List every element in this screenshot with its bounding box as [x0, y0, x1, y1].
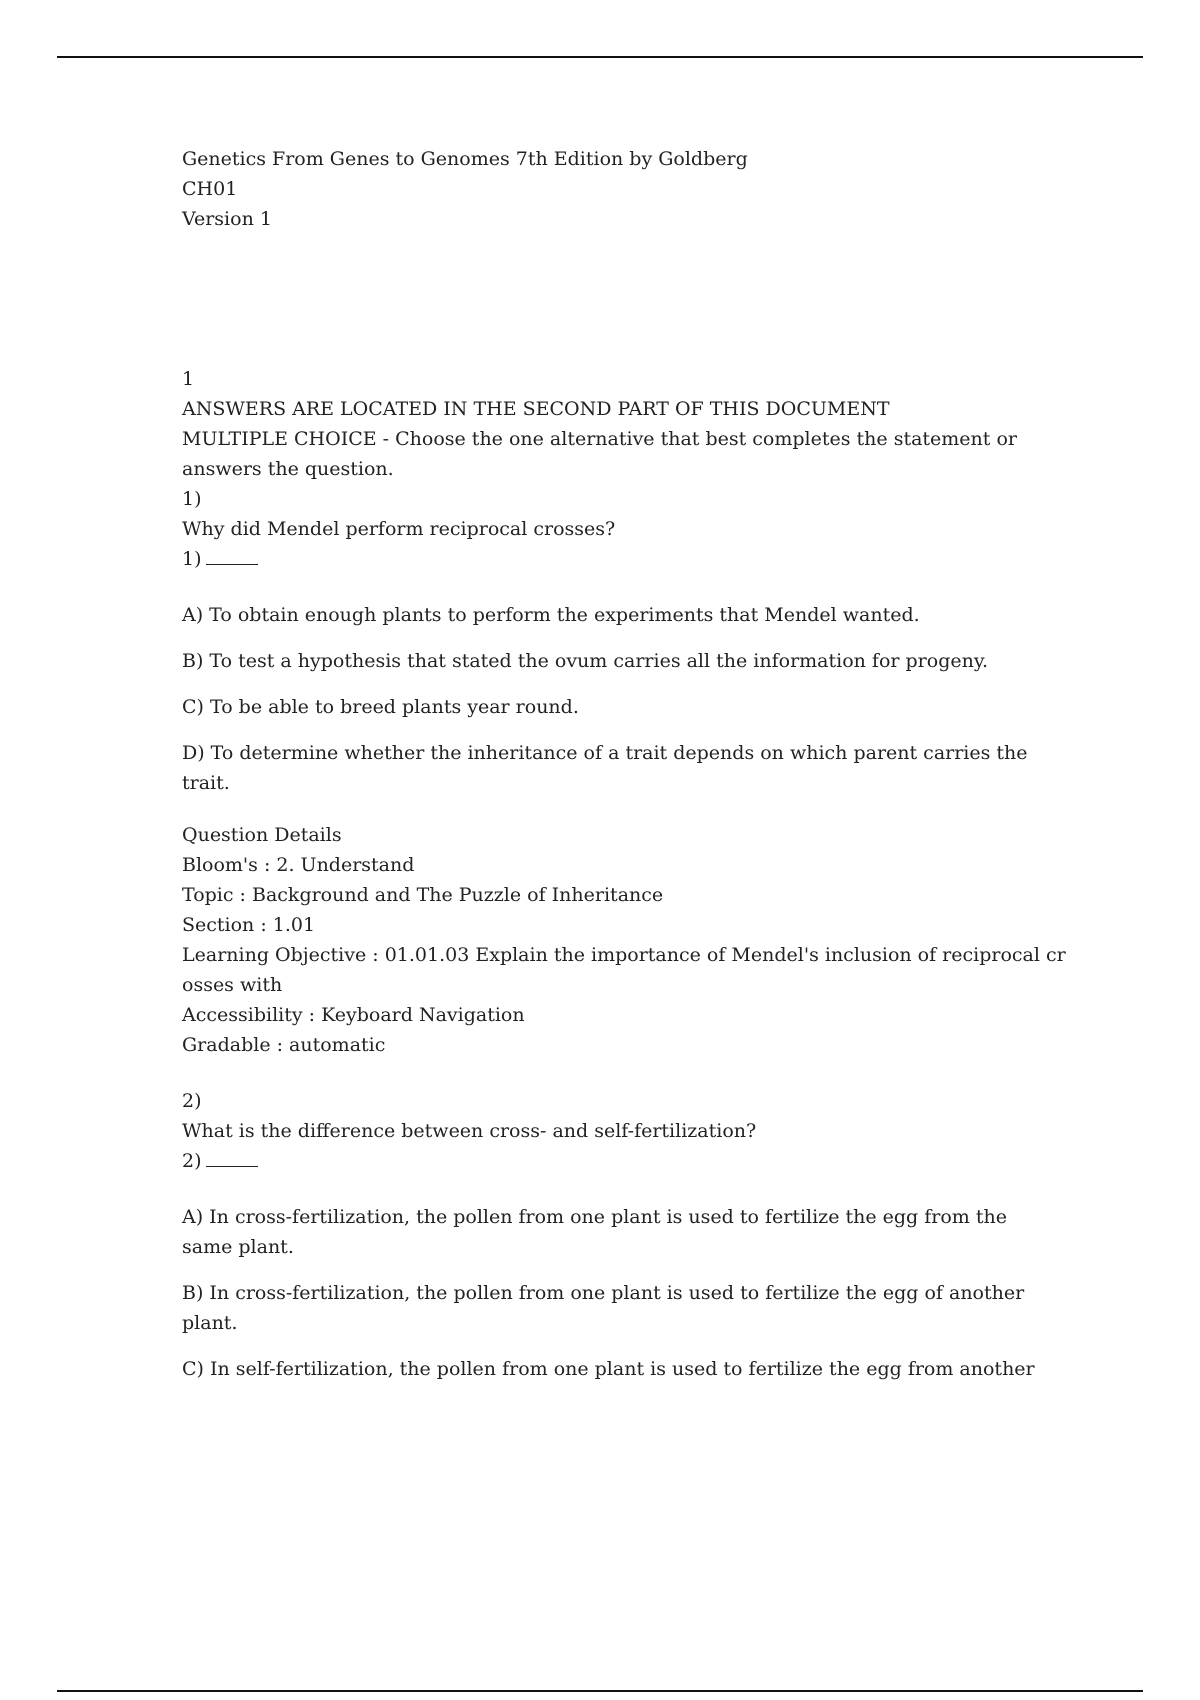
- top-rule: [57, 56, 1143, 58]
- option-a: [182, 600, 1052, 630]
- question-2: [182, 1086, 1052, 1384]
- instructions-line-2: answers the question.: [182, 458, 394, 480]
- question-details: [182, 820, 1066, 1060]
- option-c: [182, 692, 1052, 722]
- details-accessibility: Accessibility : Keyboard Navigation: [182, 1004, 525, 1026]
- chapter-label: CH01: [182, 178, 238, 200]
- option-a: [182, 1202, 1052, 1262]
- option-b-text-2: plant.: [182, 1312, 238, 1334]
- intro-block: [182, 364, 1052, 484]
- answer-line: [206, 1146, 258, 1167]
- option-d: [182, 738, 1052, 798]
- details-gradable: Gradable : automatic: [182, 1034, 386, 1056]
- question-text: What is the difference between cross- and self-fertilization?: [182, 1120, 757, 1142]
- answers-notice: ANSWERS ARE LOCATED IN THE SECOND PART OF THIS DOCUMENT: [182, 398, 890, 420]
- document-title: Genetics From Genes to Genomes 7th Edition by Goldberg: [182, 148, 748, 170]
- option-c: [182, 1354, 1052, 1384]
- details-objective-2: osses with: [182, 974, 283, 996]
- instructions-line-1: MULTIPLE CHOICE - Choose the one alternative that best completes the statement or: [182, 428, 1017, 450]
- document-body: [182, 144, 1066, 1400]
- question-text: Why did Mendel perform reciprocal crosses?: [182, 518, 616, 540]
- option-a-text-1: A) In cross-fertilization, the pollen from one plant is used to fertilize the egg from the: [182, 1206, 1007, 1228]
- answer-line: [206, 544, 258, 565]
- option-b-text-1: B) In cross-fertilization, the pollen from one plant is used to fertilize the egg of another: [182, 1282, 1025, 1304]
- answer-label: 2): [182, 1150, 202, 1172]
- details-blooms: Bloom's : 2. Understand: [182, 854, 415, 876]
- details-topic: Topic : Background and The Puzzle of Inheritance: [182, 884, 664, 906]
- option-d-text-1: D) To determine whether the inheritance of a trait depends on which parent carries the: [182, 742, 1028, 764]
- version-label: Version 1: [182, 208, 272, 230]
- answer-blank: [182, 544, 1052, 574]
- option-b-text: B) To test a hypothesis that stated the ovum carries all the information for progeny.: [182, 650, 989, 672]
- option-b: [182, 1278, 1052, 1338]
- question-number: 2): [182, 1090, 202, 1112]
- answer-label: 1): [182, 548, 202, 570]
- document-header: [182, 144, 1052, 234]
- details-heading: Question Details: [182, 824, 342, 846]
- page-number: 1: [182, 368, 195, 390]
- bottom-rule: [57, 1690, 1143, 1692]
- option-c-text-1: C) In self-fertilization, the pollen from one plant is used to fertilize the egg from another: [182, 1358, 1035, 1380]
- option-b: [182, 646, 1052, 676]
- option-a-text-2: same plant.: [182, 1236, 294, 1258]
- option-c-text: C) To be able to breed plants year round.: [182, 696, 579, 718]
- question-number: 1): [182, 488, 202, 510]
- details-section: Section : 1.01: [182, 914, 316, 936]
- answer-blank: [182, 1146, 1052, 1176]
- option-d-text-2: trait.: [182, 772, 230, 794]
- details-objective-1: Learning Objective : 01.01.03 Explain the importance of Mendel's inclusion of reciprocal cr: [182, 944, 1066, 966]
- option-a-text: A) To obtain enough plants to perform the experiments that Mendel wanted.: [182, 604, 920, 626]
- question-1: [182, 484, 1066, 1060]
